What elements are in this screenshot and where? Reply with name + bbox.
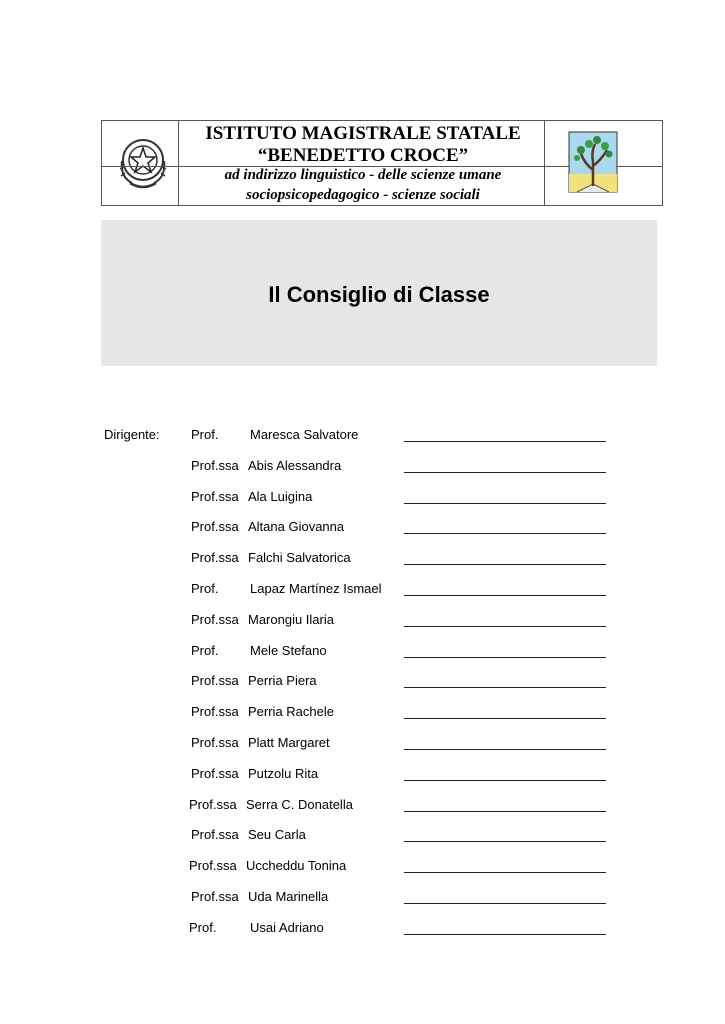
title-banner (101, 220, 657, 366)
member-title: Prof. (191, 642, 219, 658)
member-title: Prof.ssa (191, 673, 239, 689)
member-name: Mele Stefano (250, 642, 327, 658)
member-name: Falchi Salvatorica (248, 550, 351, 566)
roster-row (0, 858, 725, 878)
school-name-line1: ISTITUTO MAGISTRALE STATALE (205, 123, 521, 144)
member-name: Maresca Salvatore (250, 427, 359, 442)
signature-line[interactable] (404, 595, 606, 596)
signature-line[interactable] (404, 749, 606, 750)
member-title: Prof. (189, 919, 217, 935)
roster-row (0, 766, 725, 786)
member-name: Abis Alessandra (248, 457, 342, 473)
signature-line[interactable] (404, 841, 606, 842)
member-name: Uccheddu Tonina (246, 858, 347, 874)
signature-line[interactable] (404, 472, 606, 473)
italian-republic-emblem-icon (116, 133, 170, 191)
signature-line[interactable] (404, 564, 606, 565)
tree-logo-cell (544, 121, 662, 205)
member-title: Prof.ssa (191, 735, 239, 750)
member-title: Prof. (191, 581, 219, 596)
roster-row (0, 458, 725, 478)
member-name: Ala Luigina (248, 488, 313, 504)
member-name: Perria Piera (248, 673, 317, 689)
member-name: Platt Margaret (248, 735, 330, 750)
member-name: Perria Rachele (248, 704, 334, 720)
member-name: Altana Giovanna (248, 519, 345, 535)
member-title: Prof.ssa (191, 611, 239, 627)
member-title: Prof.ssa (191, 457, 239, 473)
roster-row (0, 550, 725, 570)
signature-line[interactable] (404, 934, 606, 935)
member-name: Uda Marinella (248, 889, 329, 904)
signature-line[interactable] (404, 718, 606, 719)
member-title: Prof.ssa (189, 858, 237, 874)
roster-row (0, 704, 725, 724)
role-label: Dirigente: (104, 427, 160, 442)
tree-book-logo-icon (567, 130, 621, 196)
signature-line[interactable] (404, 687, 606, 688)
roster-row (0, 673, 725, 693)
signature-line[interactable] (404, 441, 606, 442)
signature-line[interactable] (404, 903, 606, 904)
signature-line[interactable] (404, 626, 606, 627)
member-name: Seu Carla (248, 827, 306, 843)
member-name: Lapaz Martínez Ismael (250, 581, 382, 596)
signature-line[interactable] (404, 811, 606, 812)
roster-row (0, 643, 725, 663)
school-name-line2: “BENEDETTO CROCE” (257, 145, 469, 166)
emblem-cell (102, 121, 179, 205)
member-title: Prof.ssa (191, 550, 239, 566)
roster-row (0, 489, 725, 509)
member-title: Prof. (191, 427, 219, 442)
roster-row (0, 827, 725, 847)
signature-line[interactable] (404, 503, 606, 504)
member-title: Prof.ssa (191, 519, 239, 535)
roster-row (0, 581, 725, 601)
roster-row (0, 889, 725, 909)
signature-line[interactable] (404, 872, 606, 873)
member-title: Prof.ssa (191, 889, 239, 904)
signature-line[interactable] (404, 533, 606, 534)
member-name: Marongiu Ilaria (248, 611, 334, 627)
roster-row (0, 735, 725, 755)
school-header (101, 120, 663, 206)
member-title: Prof.ssa (189, 796, 237, 812)
member-title: Prof.ssa (191, 765, 239, 781)
roster-row (0, 797, 725, 817)
member-name: Serra C. Donatella (246, 796, 353, 812)
member-name: Usai Adriano (250, 919, 324, 935)
roster-row (0, 519, 725, 539)
signature-line[interactable] (404, 780, 606, 781)
member-title: Prof.ssa (191, 704, 239, 720)
roster-row (0, 612, 725, 632)
member-title: Prof.ssa (191, 488, 239, 504)
member-title: Prof.ssa (191, 827, 239, 843)
page-title: Il Consiglio di Classe (268, 282, 490, 307)
school-subtitle-line1: ad indirizzo linguistico - delle scienze umane (224, 167, 502, 183)
roster-row (0, 920, 725, 940)
member-name: Putzolu Rita (248, 765, 319, 781)
roster-row (0, 427, 725, 447)
school-subtitle-line2: sociopsicopedagogico - scienze sociali (246, 187, 480, 203)
signature-line[interactable] (404, 657, 606, 658)
